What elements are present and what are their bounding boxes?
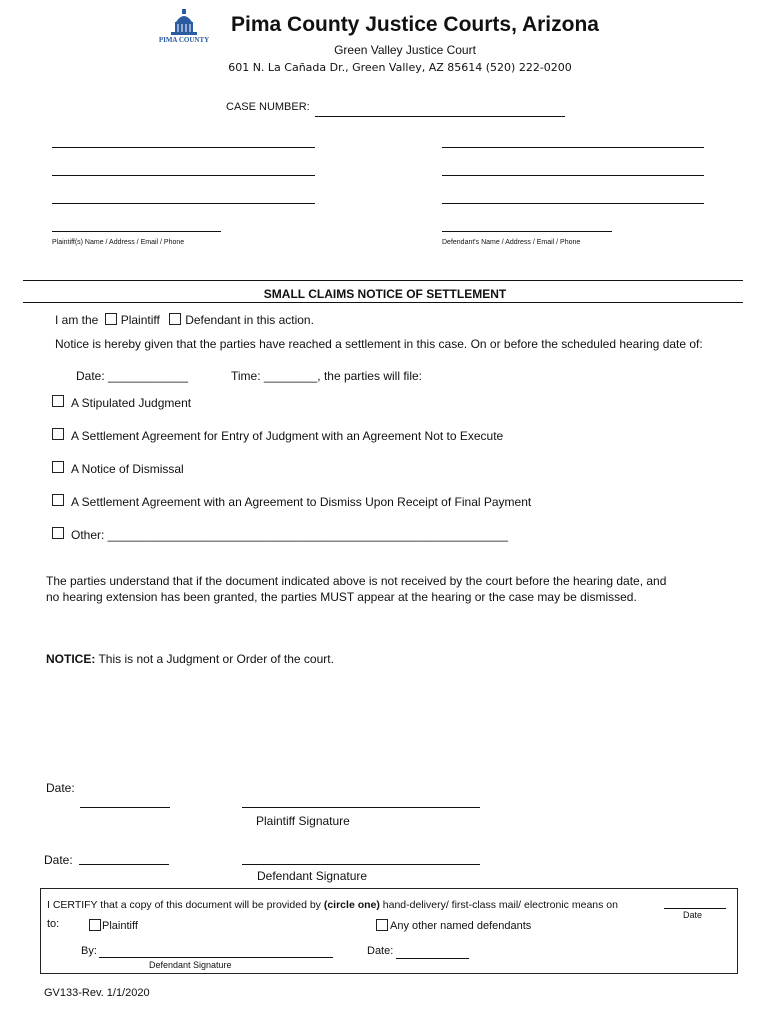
defendant-date-label: Date: xyxy=(44,853,73,867)
defendant-line-2[interactable] xyxy=(442,175,704,176)
certify-statement xyxy=(47,899,618,911)
circle-one-label: (circle one) xyxy=(323,899,380,911)
certify-date-label: Date: xyxy=(367,945,394,957)
defendant-line-3[interactable] xyxy=(442,203,704,204)
plaintiff-line-3[interactable] xyxy=(52,203,315,204)
plaintiff-caption: Plaintiff(s) Name / Address / Email / Phone xyxy=(52,239,185,246)
plaintiff-date-label: Date: xyxy=(46,781,75,795)
to-label: to: xyxy=(47,918,60,930)
certify-suffix: hand-delivery/ first-class mail/ electronic means on xyxy=(379,899,618,911)
hearing-time-field[interactable]: Time: ________, the parties will file: xyxy=(231,369,422,383)
section-rule-bottom xyxy=(23,302,743,303)
i-am-the-label: I am the xyxy=(55,313,99,327)
court-address: 601 N. La Cañada Dr., Green Valley, AZ 85614 (520) 222-0200 xyxy=(228,61,572,74)
defendant-option-label: Defendant in this action. xyxy=(185,313,314,327)
certify-date2-field[interactable] xyxy=(396,958,469,959)
form-id: GV133-Rev. 1/1/2020 xyxy=(44,987,150,999)
case-number-label: CASE NUMBER: xyxy=(226,101,310,113)
notice-statement xyxy=(46,652,334,666)
plaintiff-option-label: Plaintiff xyxy=(120,313,160,327)
certify-date-caption: Date xyxy=(683,910,703,920)
defendant-caption: Defendant's Name / Address / Email / Phone xyxy=(442,239,581,246)
plaintiff-checkbox[interactable] xyxy=(105,313,117,325)
party-role-row xyxy=(55,313,314,327)
defendant-line-4[interactable] xyxy=(442,231,612,232)
option-checkbox[interactable] xyxy=(52,461,64,473)
logo-text: PIMA COUNTY xyxy=(158,36,210,44)
serve-plaintiff-checkbox[interactable] xyxy=(89,919,101,931)
plaintiff-line-2[interactable] xyxy=(52,175,315,176)
option-checkbox[interactable] xyxy=(52,428,64,440)
plaintiff-signature-field[interactable] xyxy=(242,807,480,808)
notice-text: This is not a Judgment or Order of the court. xyxy=(95,652,334,666)
section-heading: SMALL CLAIMS NOTICE OF SETTLEMENT xyxy=(263,287,507,301)
option-other-field[interactable]: Other: ____________________________________________________________ xyxy=(71,528,509,542)
option-label: A Stipulated Judgment xyxy=(71,396,192,410)
plaintiff-line-1[interactable] xyxy=(52,147,315,148)
page-title: Pima County Justice Courts, Arizona xyxy=(231,13,599,36)
certify-prefix: I CERTIFY that a copy of this document will be provided by xyxy=(47,899,324,911)
defendant-line-1[interactable] xyxy=(442,147,704,148)
option-checkbox[interactable] xyxy=(52,527,64,539)
case-number-field[interactable] xyxy=(315,116,565,117)
certify-date-field[interactable] xyxy=(664,908,726,909)
option-checkbox[interactable] xyxy=(52,494,64,506)
defendant-signature-field[interactable] xyxy=(242,864,480,865)
understanding-line-2: no hearing extension has been granted, the parties MUST appear at the hearing or the case may be dismissed. xyxy=(46,590,637,604)
certify-signature-field[interactable] xyxy=(99,957,333,958)
hearing-date-field[interactable]: Date: ____________ xyxy=(76,369,189,383)
certify-signature-caption: Defendant Signature xyxy=(149,960,232,970)
plaintiff-signature-caption: Plaintiff Signature xyxy=(256,814,350,828)
understanding-line-1: The parties understand that if the document indicated above is not received by the court before the hearing date, and xyxy=(46,574,667,588)
plaintiff-date-field[interactable] xyxy=(80,807,170,808)
notice-label: NOTICE: xyxy=(46,652,96,666)
serve-others-checkbox[interactable] xyxy=(376,919,388,931)
option-checkbox[interactable] xyxy=(52,395,64,407)
serve-plaintiff-label: Plaintiff xyxy=(102,920,138,932)
option-label: A Settlement Agreement with an Agreement to Dismiss Upon Receipt of Final Payment xyxy=(71,495,532,509)
defendant-signature-caption: Defendant Signature xyxy=(257,869,368,883)
section-rule-top xyxy=(23,280,743,281)
court-name: Green Valley Justice Court xyxy=(334,43,476,57)
defendant-date-field[interactable] xyxy=(79,864,169,865)
defendant-checkbox[interactable] xyxy=(169,313,181,325)
by-label: By: xyxy=(81,945,97,957)
option-label: A Notice of Dismissal xyxy=(71,462,184,476)
option-label: A Settlement Agreement for Entry of Judgment with an Agreement Not to Execute xyxy=(71,429,504,443)
notice-intro: Notice is hereby given that the parties have reached a settlement in this case. On or before the scheduled hearing date of: xyxy=(55,337,703,351)
serve-others-label: Any other named defendants xyxy=(390,920,532,932)
plaintiff-line-4[interactable] xyxy=(52,231,221,232)
